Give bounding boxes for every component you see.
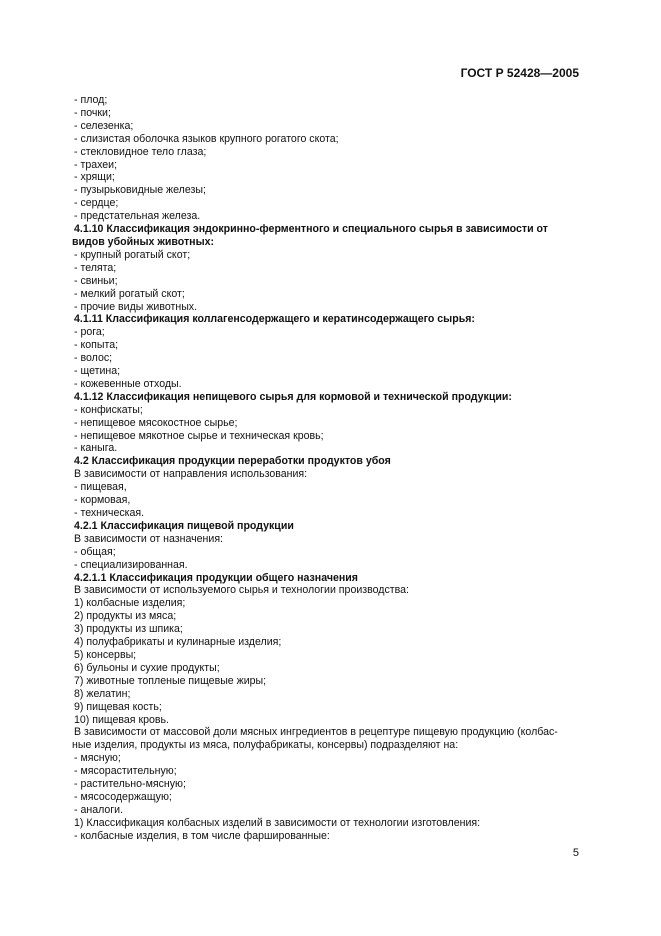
document-body bbox=[74, 94, 582, 843]
list-item: - трахеи; bbox=[74, 158, 118, 171]
section-heading-4-1-11: 4.1.11 Классификация коллагенсодержащего и кератинсодержащего сырья: bbox=[74, 313, 475, 326]
list-item: - непищевое мясокостное сырье; bbox=[74, 416, 238, 429]
list-item: 3) продукты из шпика; bbox=[74, 623, 183, 636]
list-item: 1) колбасные изделия; bbox=[74, 597, 186, 610]
section-heading-4-1-12: 4.1.12 Классификация непищевого сырья для кормовой и технической продукции: bbox=[74, 390, 512, 403]
list-item: - конфискаты; bbox=[74, 403, 143, 416]
list-item: - стекловидное тело глаза; bbox=[74, 145, 207, 158]
paragraph: 1) Классификация колбасных изделий в зависимости от технологии изготовления: bbox=[74, 816, 481, 829]
page-number: 5 bbox=[572, 847, 579, 859]
list-item: - почки; bbox=[74, 106, 111, 119]
list-item: - прочие виды животных. bbox=[74, 300, 198, 313]
list-item: - общая; bbox=[74, 545, 116, 558]
list-item: - пищевая, bbox=[74, 481, 127, 494]
list-item: - каныга. bbox=[74, 442, 118, 455]
list-item: - сердце; bbox=[74, 197, 119, 210]
list-item: - мясорастительную; bbox=[74, 765, 177, 778]
list-item: - колбасные изделия, в том числе фаршированные: bbox=[74, 829, 330, 842]
section-heading-4-2-1-1: 4.2.1.1 Классификация продукции общего назначения bbox=[74, 571, 358, 584]
list-item: - слизистая оболочка языков крупного рогатого скота; bbox=[74, 132, 339, 145]
list-item: 4) полуфабрикаты и кулинарные изделия; bbox=[74, 636, 282, 649]
list-item: - хрящи; bbox=[74, 171, 115, 184]
list-item: - телята; bbox=[74, 261, 117, 274]
list-item: - мясосодержащую; bbox=[74, 790, 172, 803]
list-item: - копыта; bbox=[74, 339, 119, 352]
paragraph: В зависимости от направления использования: bbox=[74, 468, 308, 481]
list-item: - техническая. bbox=[74, 507, 145, 519]
list-item: - мясную; bbox=[74, 752, 121, 765]
paragraph: В зависимости от назначения: bbox=[74, 532, 224, 545]
list-item: - плод; bbox=[74, 94, 108, 106]
document-header: ГОСТ Р 52428—2005 bbox=[460, 66, 579, 80]
list-item: 9) пищевая кость; bbox=[74, 700, 162, 713]
section-heading-4-1-10-cont: видов убойных животных: bbox=[72, 235, 215, 248]
list-item: - предстательная железа. bbox=[74, 210, 201, 223]
list-item: - пузырьковидные железы; bbox=[74, 184, 206, 197]
paragraph: В зависимости от используемого сырья и технологии производства: bbox=[74, 584, 409, 597]
list-item: 6) бульоны и сухие продукты; bbox=[74, 661, 220, 674]
list-item: - кормовая, bbox=[74, 494, 131, 507]
list-item: - мелкий рогатый скот; bbox=[74, 287, 185, 300]
list-item: 10) пищевая кровь. bbox=[74, 713, 169, 726]
section-heading-4-2: 4.2 Классификация продукции переработки продуктов убоя bbox=[74, 455, 391, 468]
list-item: 7) животные топленые пищевые жиры; bbox=[74, 674, 267, 687]
section-heading-4-2-1: 4.2.1 Классификация пищевой продукции bbox=[74, 519, 294, 532]
list-item: 5) консервы; bbox=[74, 648, 137, 661]
paragraph-cont: ные изделия, продукты из мяса, полуфабрикаты, консервы) подразделяют на: bbox=[72, 739, 459, 752]
list-item: 8) желатин; bbox=[74, 687, 131, 700]
list-item: - щетина; bbox=[74, 365, 121, 378]
list-item: - волос; bbox=[74, 352, 113, 365]
list-item: - свиньи; bbox=[74, 274, 118, 287]
list-item: - специализированная. bbox=[74, 558, 188, 571]
list-item: 2) продукты из мяса; bbox=[74, 610, 177, 623]
list-item: - крупный рогатый скот; bbox=[74, 248, 191, 261]
list-item: - растительно-мясную; bbox=[74, 778, 186, 791]
section-heading-4-1-10: 4.1.10 Классификация эндокринно-ферментного и специального сырья в зависимости от bbox=[74, 223, 548, 236]
paragraph: В зависимости от массовой доли мясных ингредиентов в рецептуре пищевую продукцию (колбас- bbox=[74, 726, 558, 739]
list-item: - аналоги. bbox=[74, 803, 124, 816]
list-item: - селезенка; bbox=[74, 119, 134, 132]
list-item: - кожевенные отходы. bbox=[74, 377, 182, 390]
list-item: - рога; bbox=[74, 326, 105, 339]
list-item: - непищевое мякотное сырье и техническая кровь; bbox=[74, 429, 324, 442]
